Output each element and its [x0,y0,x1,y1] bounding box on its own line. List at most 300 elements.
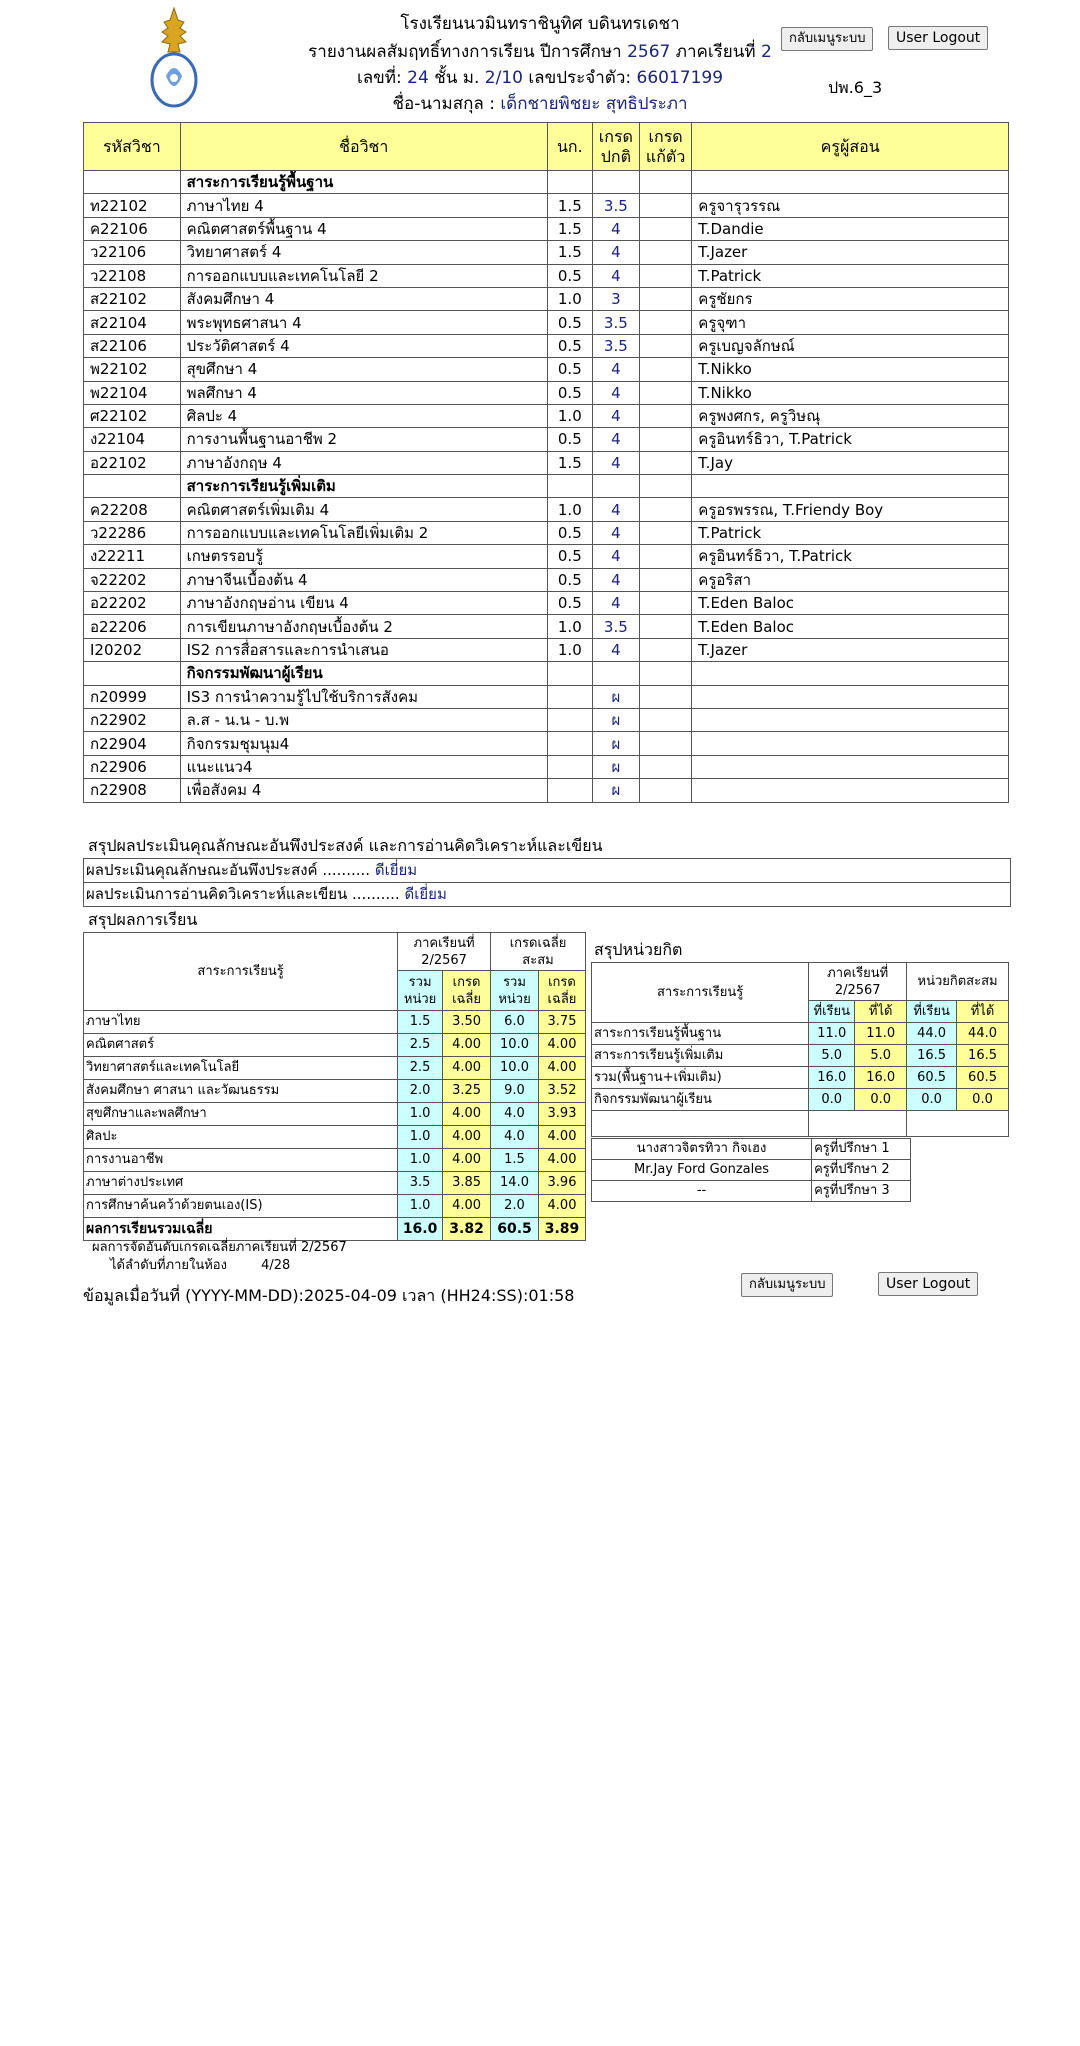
credits-studied: 16.0 [809,1067,855,1089]
subject-credit: 1.0 [547,404,592,427]
subject-name: คณิตศาสตร์พื้นฐาน 4 [180,217,547,240]
subject-name: พลศึกษา 4 [180,381,547,404]
results-gpa: 3.50 [443,1011,491,1034]
section-empty-credit [547,662,592,685]
subject-row [84,638,1009,661]
subject-grade-fix [639,521,691,544]
section-title: สาระการเรียนรู้พื้นฐาน [180,171,547,194]
credits-earned-header: ที่ได้ [855,1001,907,1023]
subject-teacher: ครูอรพรรณ, T.Friendy Boy [692,498,1009,521]
subject-code: พ22102 [84,358,181,381]
results-subject: คณิตศาสตร์ [84,1034,398,1057]
subject-grade-fix [639,638,691,661]
character-label: ผลประเมินคุณลักษณะอันพึงประสงค์ .......... [86,861,371,879]
subject-teacher: T.Jazer [692,638,1009,661]
report-title-prefix: รายงานผลสัมฤทธิ์ทางการเรียน ปีการศึกษา [308,42,622,62]
subject-teacher: T.Nikko [692,358,1009,381]
subject-row [84,615,1009,638]
subject-grade: 4 [592,545,639,568]
credits-cum-earned: 60.5 [957,1067,1009,1089]
results-row [84,1034,586,1057]
credits-cum-studied: 16.5 [907,1045,957,1067]
subject-grade-fix [639,358,691,381]
credits-studied: 11.0 [809,1023,855,1045]
subject-grade: 4 [592,217,639,240]
subject-credit: 1.5 [547,451,592,474]
results-row [84,1126,586,1149]
reading-value: ดีเยี่ยม [404,885,447,903]
subject-name: การออกแบบและเทคโนโลยีเพิ่มเติม 2 [180,521,547,544]
student-number: 24 [407,68,429,88]
subject-code: อ22206 [84,615,181,638]
subject-credit [547,755,592,778]
class-label: ชั้น ม. [434,68,480,88]
subject-grade: 4 [592,451,639,474]
results-total-cum-gpa: 3.89 [538,1218,585,1241]
results-gpa: 4.00 [443,1103,491,1126]
no-label: เลขที่: [356,68,402,88]
credits-cum-earned: 16.5 [957,1045,1009,1067]
subject-grade-fix [639,404,691,427]
credits-cum-studied: 44.0 [907,1023,957,1045]
subject-teacher: T.Eden Baloc [692,615,1009,638]
subject-teacher: ครูเบญจลักษณ์ [692,334,1009,357]
results-total-label: ผลการเรียนรวมเฉลี่ย [84,1218,398,1241]
id-label: เลขประจำตัว: [528,68,632,88]
results-row [84,1057,586,1080]
credits-earned: 16.0 [855,1067,907,1089]
advisor-role: ครูที่ปรึกษา 2 [812,1160,911,1181]
subject-teacher: ครูอินทร์ธิวา, T.Patrick [692,428,1009,451]
credits-cum-header: หน่วยกิตสะสม [907,963,1009,1001]
subject-code: ว22108 [84,264,181,287]
subject-credit: 1.0 [547,498,592,521]
subject-row [84,732,1009,755]
subject-grade: ผ [592,755,639,778]
results-title: สรุปผลการเรียน [88,910,198,929]
subject-grade-fix [639,194,691,217]
subject-credit: 1.5 [547,194,592,217]
subject-name: ภาษาไทย 4 [180,194,547,217]
subject-teacher: T.Dandie [692,217,1009,240]
results-cum-units: 10.0 [491,1057,539,1080]
subject-row [84,685,1009,708]
col-code: รหัสวิชา [84,123,181,171]
subject-credit [547,779,592,802]
subject-teacher [692,755,1009,778]
name-label: ชื่อ-นามสกุล : [392,94,495,114]
results-subject: การงานอาชีพ [84,1149,398,1172]
subject-name: IS2 การสื่อสารและการนำเสนอ [180,638,547,661]
credits-term-header: ภาคเรียนที่ 2/2567 [809,963,907,1001]
results-gpa: 4.00 [443,1149,491,1172]
subject-teacher: T.Patrick [692,521,1009,544]
section-empty-teacher [692,662,1009,685]
subject-grade: 4 [592,638,639,661]
section-empty-credit [547,171,592,194]
col-credit: นก. [547,123,592,171]
results-total-units: 16.0 [398,1218,443,1241]
subject-grade: ผ [592,685,639,708]
subject-name: ภาษาอังกฤษ 4 [180,451,547,474]
subject-credit: 1.0 [547,287,592,310]
subject-row [84,217,1009,240]
report-header [0,0,1080,122]
results-cum-gpa: 4.00 [538,1149,585,1172]
subject-name: การเขียนภาษาอังกฤษเบื้องต้น 2 [180,615,547,638]
subject-teacher: ครูจุฑา [692,311,1009,334]
results-cum-gpa: 4.00 [538,1195,585,1218]
subject-teacher: ครูอริสา [692,568,1009,591]
subject-row [84,358,1009,381]
results-cum-gpa: 4.00 [538,1034,585,1057]
subject-code: ส22104 [84,311,181,334]
credits-row [592,1045,1009,1067]
col-teacher: ครูผู้สอน [692,123,1009,171]
reading-assessment [83,882,1011,907]
data-timestamp: ข้อมูลเมื่อวันที่ (YYYY-MM-DD):2025-04-09 เวลา (HH24:SS):01:58 [83,1286,575,1305]
subject-grade: ผ [592,779,639,802]
credits-subject: สาระการเรียนรู้เพิ่มเติม [592,1045,809,1067]
subject-credit: 0.5 [547,592,592,615]
subject-code: ง22211 [84,545,181,568]
subject-grade: ผ [592,732,639,755]
subject-row [84,311,1009,334]
section-code-cell [84,475,181,498]
subject-code: I20202 [84,638,181,661]
results-row [84,1195,586,1218]
subject-grade: 4 [592,381,639,404]
credits-cum-studied: 60.5 [907,1067,957,1089]
section-row [84,171,1009,194]
subject-grade: 4 [592,521,639,544]
section-empty-credit [547,475,592,498]
subject-name: สังคมศึกษา 4 [180,287,547,310]
academic-year: 2567 [627,42,671,62]
subject-code: อ22202 [84,592,181,615]
advisor-role: ครูที่ปรึกษา 3 [812,1181,911,1202]
character-assessment [83,858,1011,883]
class-value: 2/10 [484,68,523,88]
credits-cum-studied: 0.0 [907,1089,957,1111]
student-name-line [0,90,1080,117]
student-name: เด็กชายพิชยะ สุทธิประภา [500,94,688,114]
subject-code: พ22104 [84,381,181,404]
subject-grade: 4 [592,264,639,287]
subject-grade-fix [639,732,691,755]
subject-grade-fix [639,545,691,568]
credits-cum-earned: 44.0 [957,1023,1009,1045]
results-cum-gpa: 3.75 [538,1011,585,1034]
advisor-row [592,1181,911,1202]
subject-grade-fix [639,685,691,708]
subject-grade-fix [639,779,691,802]
results-row [84,1103,586,1126]
subject-name: กิจกรรมชุมนุม4 [180,732,547,755]
section-empty-fix [639,662,691,685]
subject-grade-fix [639,241,691,264]
subject-name: วิทยาศาสตร์ 4 [180,241,547,264]
results-row [84,1172,586,1195]
results-row [84,1080,586,1103]
credits-subject: สาระการเรียนรู้พื้นฐาน [592,1023,809,1045]
results-cum-gpa: 4.00 [538,1057,585,1080]
subject-credit: 0.5 [547,521,592,544]
subject-name: แนะแนว4 [180,755,547,778]
results-units: 2.5 [398,1057,443,1080]
subject-teacher: T.Jay [692,451,1009,474]
subject-code: ส22102 [84,287,181,310]
subject-grade-fix [639,264,691,287]
results-units: 1.5 [398,1011,443,1034]
subject-grade-fix [639,311,691,334]
advisor-name: นางสาวจิตรทิวา กิจเฮง [592,1139,812,1160]
results-cum-units: 2.0 [491,1195,539,1218]
subject-grade: 4 [592,358,639,381]
credits-cum-earned-header: ที่ได้ [957,1001,1009,1023]
subject-grade: 4 [592,568,639,591]
term-number: 2 [761,42,772,62]
logout-button-bottom[interactable]: User Logout [878,1272,978,1296]
results-subject: วิทยาศาสตร์และเทคโนโลยี [84,1057,398,1080]
subject-grade-fix [639,381,691,404]
section-row [84,662,1009,685]
subject-teacher: T.Jazer [692,241,1009,264]
results-subject: สังคมศึกษา ศาสนา และวัฒนธรรม [84,1080,398,1103]
subject-row [84,381,1009,404]
subject-credit: 1.0 [547,638,592,661]
subject-credit: 0.5 [547,545,592,568]
subject-code: ก20999 [84,685,181,708]
subject-name: คณิตศาสตร์เพิ่มเติม 4 [180,498,547,521]
results-cum-gpa: 3.96 [538,1172,585,1195]
subject-code: ก22904 [84,732,181,755]
col-grade-fix: เกรด แก้ตัว [639,123,691,171]
results-cum-gpa: 4.00 [538,1126,585,1149]
results-units: 2.0 [398,1080,443,1103]
subject-code: ง22104 [84,428,181,451]
subject-code: ศ22102 [84,404,181,427]
results-subject: สุขศึกษาและพลศึกษา [84,1103,398,1126]
subject-grade-fix [639,592,691,615]
section-empty-fix [639,475,691,498]
credits-title: สรุปหน่วยกิต [594,940,683,959]
subject-row [84,287,1009,310]
subject-teacher [692,779,1009,802]
subject-code: ก22902 [84,708,181,731]
subject-name: ประวัติศาสตร์ 4 [180,334,547,357]
results-units: 1.0 [398,1149,443,1172]
results-total-gpa: 3.82 [443,1218,491,1241]
subject-name: IS3 การนำความรู้ไปใช้บริการสังคม [180,685,547,708]
subject-teacher: T.Patrick [692,264,1009,287]
subject-name: ภาษาอังกฤษอ่าน เขียน 4 [180,592,547,615]
subject-name: พระพุทธศาสนา 4 [180,311,547,334]
col-name: ชื่อวิชา [180,123,547,171]
rank-line: ผลการจัดอันดับเกรดเฉลี่ยภาคเรียนที่ 2/2567 [92,1240,347,1255]
subject-row [84,521,1009,544]
results-cum-gpa: 3.52 [538,1080,585,1103]
subject-credit: 0.5 [547,311,592,334]
results-cum-gpa-header: เกรด เฉลี่ย [538,971,585,1011]
subject-name: เกษตรรอบรู้ [180,545,547,568]
subject-credit [547,685,592,708]
results-subject: ภาษาไทย [84,1011,398,1034]
subject-grade: 3.5 [592,615,639,638]
advisor-row [592,1139,911,1160]
subject-credit: 0.5 [547,264,592,287]
character-value: ดีเยี่ยม [374,861,418,879]
subject-row [84,194,1009,217]
subject-row [84,264,1009,287]
subject-grade-fix [639,755,691,778]
results-subject-header: สาระการเรียนรู้ [84,933,398,1011]
subject-grade: 3.5 [592,334,639,357]
subject-grade-fix [639,334,691,357]
results-row [84,1149,586,1172]
subject-row [84,755,1009,778]
subject-grade: 4 [592,241,639,264]
subject-credit: 1.0 [547,615,592,638]
subject-grade: 4 [592,592,639,615]
results-units: 3.5 [398,1172,443,1195]
subject-code: ท22102 [84,194,181,217]
subject-grade-fix [639,217,691,240]
subject-grade: ผ [592,708,639,731]
subject-credit: 1.5 [547,241,592,264]
results-cum-gpa: 3.93 [538,1103,585,1126]
subject-grade: 3.5 [592,194,639,217]
subject-code: ส22106 [84,334,181,357]
grades-table [83,122,1009,803]
subject-teacher: ครูชัยกร [692,287,1009,310]
results-term-header: ภาคเรียนที่ 2/2567 [398,933,491,971]
menu-button[interactable]: กลับเมนูระบบ [781,27,873,51]
rank-label: ได้ลำดับที่ภายในห้อง [110,1258,227,1273]
section-empty-grade [592,662,639,685]
credits-cum-earned: 0.0 [957,1089,1009,1111]
credits-spacer-row [592,1111,1009,1137]
subject-row [84,498,1009,521]
subject-grade: 3 [592,287,639,310]
subject-credit: 1.5 [547,217,592,240]
results-cum-units: 14.0 [491,1172,539,1195]
results-gpa: 3.85 [443,1172,491,1195]
section-title: กิจกรรมพัฒนาผู้เรียน [180,662,547,685]
results-cum-units: 4.0 [491,1103,539,1126]
results-units: 1.0 [398,1195,443,1218]
subject-credit: 0.5 [547,358,592,381]
credits-table [591,962,1009,1137]
subject-row [84,428,1009,451]
subject-row [84,404,1009,427]
subject-grade: 3.5 [592,311,639,334]
results-cum-units: 9.0 [491,1080,539,1103]
section-code-cell [84,171,181,194]
advisors-table [591,1138,911,1202]
credits-studied: 0.0 [809,1089,855,1111]
section-empty-grade [592,475,639,498]
results-total-cum-units: 60.5 [491,1218,539,1241]
subject-grade-fix [639,568,691,591]
advisor-row [592,1160,911,1181]
subject-name: ภาษาจีนเบื้องต้น 4 [180,568,547,591]
menu-button-bottom[interactable]: กลับเมนูระบบ [741,1273,833,1297]
credits-subject-header: สาระการเรียนรู้ [592,963,809,1023]
term-label: ภาคเรียนที่ [675,42,756,62]
grades-table-header [84,123,1009,171]
advisor-name: Mr.Jay Ford Gonzales [592,1160,812,1181]
subject-row [84,779,1009,802]
credits-earned: 0.0 [855,1089,907,1111]
results-gpa: 4.00 [443,1195,491,1218]
results-gpa: 4.00 [443,1126,491,1149]
subject-code: ค22106 [84,217,181,240]
subject-grade-fix [639,451,691,474]
results-row [84,1011,586,1034]
results-units: 2.5 [398,1034,443,1057]
subject-row [84,241,1009,264]
section-empty-teacher [692,475,1009,498]
subject-code: ค22208 [84,498,181,521]
subject-row [84,592,1009,615]
subject-grade: 4 [592,428,639,451]
subject-teacher: ครูพงศกร, ครูวิษณุ [692,404,1009,427]
logout-button[interactable]: User Logout [888,26,988,50]
results-cum-units: 1.5 [491,1149,539,1172]
section-empty-teacher [692,171,1009,194]
results-gpa: 3.25 [443,1080,491,1103]
school-name: โรงเรียนนวมินทราชินูทิศ บดินทรเดชา [400,14,680,34]
section-title: สาระการเรียนรู้เพิ่มเติม [180,475,547,498]
section-row [84,475,1009,498]
subject-name: สุขศึกษา 4 [180,358,547,381]
subject-name: การออกแบบและเทคโนโลยี 2 [180,264,547,287]
subject-teacher [692,685,1009,708]
advisor-role: ครูที่ปรึกษา 1 [812,1139,911,1160]
subject-code: อ22102 [84,451,181,474]
subject-credit: 0.5 [547,568,592,591]
subject-name: การงานพื้นฐานอาชีพ 2 [180,428,547,451]
subject-row [84,708,1009,731]
results-units: 1.0 [398,1103,443,1126]
subject-row [84,334,1009,357]
subject-grade-fix [639,287,691,310]
subject-row [84,568,1009,591]
results-gpa-header: เกรด เฉลี่ย [443,971,491,1011]
subject-grade-fix [639,615,691,638]
results-table [83,932,586,1241]
subject-teacher [692,708,1009,731]
assessment-title: สรุปผลประเมินคุณลักษณะอันพึงประสงค์ และการอ่านคิดวิเคราะห์และเขียน [88,836,603,855]
subject-credit [547,708,592,731]
results-gpa: 4.00 [443,1057,491,1080]
subject-name: ล.ส - น.น - บ.พ [180,708,547,731]
subject-code: จ22202 [84,568,181,591]
results-units: 1.0 [398,1126,443,1149]
subject-teacher: ครูจารุวรรณ [692,194,1009,217]
section-empty-fix [639,171,691,194]
subject-grade: 4 [592,404,639,427]
subject-credit [547,732,592,755]
subject-code: ว22286 [84,521,181,544]
subject-name: เพื่อสังคม 4 [180,779,547,802]
student-id: 66017199 [636,68,724,88]
credits-earned: 11.0 [855,1023,907,1045]
reading-label: ผลประเมินการอ่านคิดวิเคราะห์และเขียน .......... [86,885,400,903]
subject-teacher: T.Eden Baloc [692,592,1009,615]
subject-row [84,545,1009,568]
